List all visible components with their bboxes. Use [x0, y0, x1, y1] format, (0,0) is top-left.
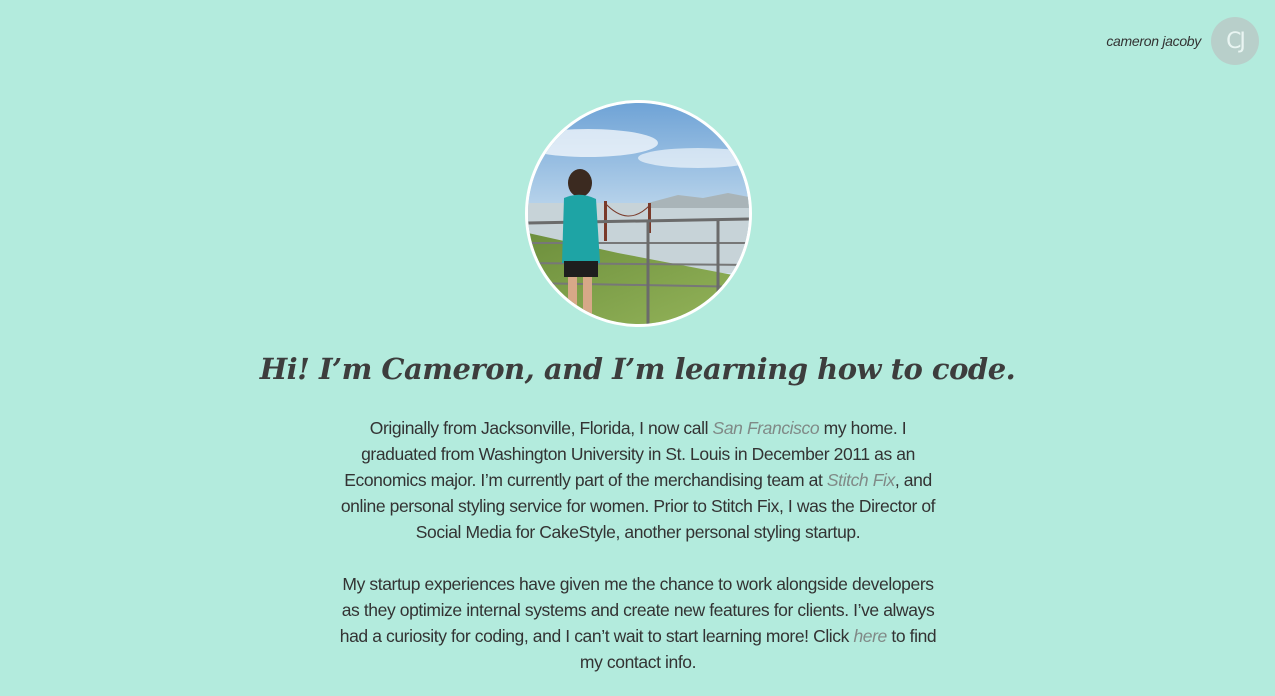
bio-text: to find my contact info.: [579, 626, 937, 672]
cj-logo-icon[interactable]: CJ: [1211, 17, 1259, 65]
site-name[interactable]: cameron jacoby: [1106, 33, 1201, 49]
san-francisco-link[interactable]: San Francisco: [712, 418, 820, 438]
bio-text: my home. I graduated from Washington University in St. Louis in December 2011 as an Economics major. I’m currently part of the merchandising team at: [344, 418, 915, 490]
contact-here-link[interactable]: here: [853, 626, 887, 646]
stitch-fix-link[interactable]: Stitch Fix: [826, 470, 895, 490]
bio-text: My startup experiences have given me the chance to work alongside developers as they optimize internal systems and create new features for clients. I’ve always had a curiosity for coding, and I can’t wait to start learning more! Click: [339, 574, 935, 646]
profile-photo: [525, 100, 752, 327]
bio-paragraph-2: [337, 571, 939, 675]
bio-text: Originally from Jacksonville, Florida, I now call: [369, 418, 713, 438]
bio-text: , and online personal styling service for women. Prior to Stitch Fix, I was the Director of Social Media for CakeStyle, another personal styling startup.: [340, 470, 936, 542]
page-title: Hi! I’m Cameron, and I’m learning how to code.: [259, 352, 1016, 386]
profile-photo-image: [528, 103, 749, 324]
bio-paragraph-1: [337, 415, 939, 545]
top-bar: [1106, 17, 1259, 65]
